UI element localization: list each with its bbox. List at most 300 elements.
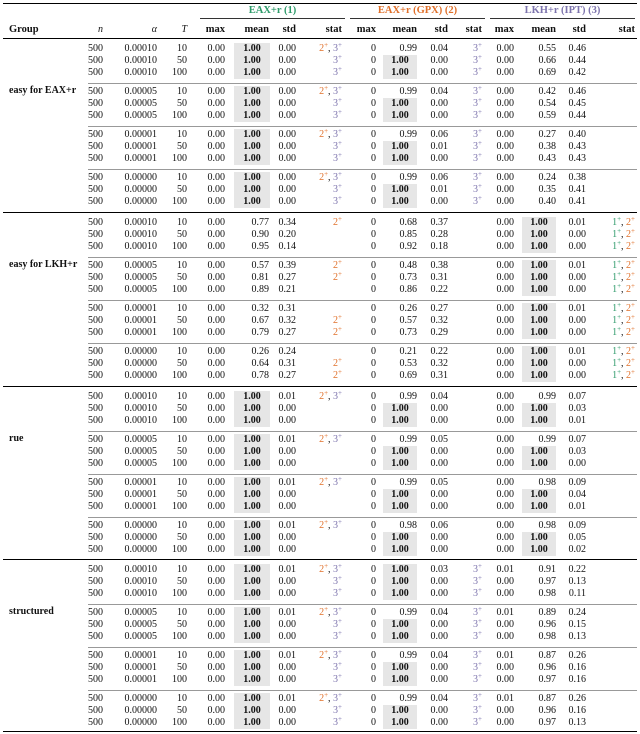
cell-mean: 0.24 — [538, 172, 556, 183]
cell-stat — [300, 674, 342, 686]
cell-n: 500 — [88, 520, 103, 531]
cell-mean: 1.00 — [383, 141, 417, 153]
cell-mean: 0.69 — [538, 67, 556, 78]
cell-mean: 0.96 — [538, 705, 556, 716]
cell-mean: 0.97 — [538, 674, 556, 685]
cell-n: 500 — [88, 415, 103, 426]
cell-T: 100 — [172, 544, 187, 555]
cell-max: 0 — [371, 588, 376, 599]
cell-mean: 1.00 — [383, 544, 417, 556]
cell-n: 500 — [88, 67, 103, 78]
cell-max: 0 — [371, 631, 376, 642]
cell-std: 0.00 — [278, 705, 296, 716]
cell-max: 0 — [371, 458, 376, 469]
cell-std: 0.06 — [430, 172, 448, 183]
cell-mean: 1.00 — [383, 619, 417, 631]
cell-std: 0.32 — [430, 315, 448, 326]
cell-stat — [300, 327, 342, 339]
stat-mark-2: 2+ — [319, 127, 329, 140]
cell-std: 0.43 — [568, 153, 586, 164]
cell-max: 0.00 — [496, 662, 514, 673]
cell-mean: 0.53 — [399, 358, 417, 369]
cell-mean: 1.00 — [234, 489, 270, 501]
cell-T: 100 — [172, 67, 187, 78]
cell-mean: 0.42 — [538, 86, 556, 97]
cell-std: 0.00 — [430, 717, 448, 728]
cell-alpha: 0.00005 — [124, 86, 157, 97]
cell-std: 0.05 — [430, 434, 448, 445]
cell-stat — [452, 458, 482, 470]
cell-mean: 0.81 — [251, 272, 269, 283]
cell-max: 0.00 — [207, 631, 225, 642]
stat-mark-3: 3+ — [473, 586, 482, 599]
cell-max: 0.00 — [496, 544, 514, 555]
cell-stat — [452, 477, 482, 489]
cell-mean: 1.00 — [234, 717, 270, 729]
cell-mean: 1.00 — [234, 662, 270, 674]
cell-std: 0.00 — [568, 315, 586, 326]
cell-stat — [568, 532, 635, 544]
cell-alpha: 0.00010 — [124, 67, 157, 78]
cell-stat: 2+, 3+ — [319, 605, 342, 618]
cell-T: 100 — [172, 458, 187, 469]
cell-T: 100 — [172, 717, 187, 728]
cell-mean: 1.00 — [234, 129, 270, 141]
cell-mean: 1.00 — [234, 434, 270, 446]
cell-max: 0.00 — [496, 674, 514, 685]
cell-mean: 1.00 — [522, 489, 556, 501]
cell-stat — [300, 284, 342, 296]
stat-mark-3: 3+ — [333, 586, 342, 599]
block-separator — [88, 126, 637, 127]
cell-mean: 0.99 — [399, 693, 417, 704]
stat-mark-1: 1+ — [612, 368, 622, 381]
cell-stat — [568, 501, 635, 513]
cell-max: 0.00 — [207, 260, 225, 271]
header-T: T — [181, 24, 187, 35]
stat-mark-2: 2+ — [626, 368, 635, 381]
cell-T: 100 — [172, 501, 187, 512]
cell-T: 50 — [177, 619, 187, 630]
cell-max: 0.00 — [207, 434, 225, 445]
cell-max: 0.00 — [207, 141, 225, 152]
cell-stat — [300, 576, 342, 588]
cell-mean: 0.35 — [538, 184, 556, 195]
cell-max: 0 — [371, 43, 376, 54]
cell-mean: 1.00 — [383, 489, 417, 501]
stat-mark-1: 1+ — [612, 301, 622, 314]
stat-mark-3: 3+ — [333, 715, 342, 728]
cell-stat — [300, 229, 342, 241]
cell-stat — [452, 196, 482, 208]
cell-stat — [568, 43, 635, 55]
cell-mean: 1.00 — [234, 172, 270, 184]
cell-stat — [300, 631, 342, 643]
cell-T: 10 — [177, 434, 187, 445]
cell-mean: 0.89 — [251, 284, 269, 295]
cell-max: 0.00 — [496, 98, 514, 109]
cell-mean: 1.00 — [234, 564, 270, 576]
cell-mean: 1.00 — [234, 43, 270, 55]
cell-stat — [452, 327, 482, 339]
cell-max: 0.00 — [496, 370, 514, 381]
cell-max: 0.00 — [496, 358, 514, 369]
cell-stat: 2+, 3+ — [319, 432, 342, 445]
cell-mean: 0.98 — [538, 631, 556, 642]
stat-mark-2: 2+ — [333, 258, 342, 271]
cell-n: 500 — [88, 693, 103, 704]
cell-max: 0.00 — [207, 358, 225, 369]
cell-stat — [568, 607, 635, 619]
cell-alpha: 0.00005 — [124, 284, 157, 295]
cell-stat — [452, 153, 482, 165]
header-n: n — [98, 24, 103, 35]
stat-mark-1: 1+ — [612, 356, 622, 369]
cell-stat — [452, 284, 482, 296]
cell-std: 0.01 — [430, 141, 448, 152]
cell-stat — [568, 619, 635, 631]
stat-mark-3: 3+ — [473, 605, 482, 618]
cell-max: 0.00 — [207, 346, 225, 357]
group-label: easy for LKH+r — [9, 259, 78, 270]
cell-alpha: 0.00005 — [124, 458, 157, 469]
cell-stat — [452, 358, 482, 370]
cell-max: 0 — [371, 141, 376, 152]
cell-max: 0.00 — [207, 98, 225, 109]
cell-mean: 1.00 — [234, 86, 270, 98]
cell-T: 100 — [172, 241, 187, 252]
cmidrule-3 — [490, 18, 635, 19]
cell-n: 500 — [88, 588, 103, 599]
cell-std: 0.00 — [430, 532, 448, 543]
cell-n: 500 — [88, 501, 103, 512]
cell-max: 0.00 — [496, 67, 514, 78]
cell-mean: 1.00 — [234, 415, 270, 427]
cell-std: 0.05 — [430, 477, 448, 488]
cell-stat — [568, 67, 635, 79]
cell-max: 0 — [371, 662, 376, 673]
subheader-mean: mean — [531, 24, 556, 35]
cell-mean: 0.99 — [538, 391, 556, 402]
stat-mark-3: 3+ — [473, 660, 482, 673]
cell-max: 0.00 — [207, 55, 225, 66]
cell-n: 500 — [88, 434, 103, 445]
subheader-max: max — [356, 24, 376, 35]
header-alpha: α — [151, 24, 157, 35]
cell-max: 0.00 — [496, 717, 514, 728]
cell-stat: 1+, 2+ — [612, 325, 635, 338]
cell-std: 0.16 — [568, 662, 586, 673]
cell-max: 0.00 — [207, 717, 225, 728]
stat-mark-3: 3+ — [333, 41, 342, 54]
cell-std: 0.00 — [568, 370, 586, 381]
cell-mean: 0.99 — [399, 477, 417, 488]
cell-mean: 1.00 — [522, 403, 556, 415]
cell-alpha: 0.00005 — [124, 446, 157, 457]
cell-n: 500 — [88, 315, 103, 326]
cell-max: 0 — [371, 346, 376, 357]
cell-mean: 0.99 — [399, 650, 417, 661]
cell-std: 0.01 — [568, 501, 586, 512]
cell-mean: 0.26 — [399, 303, 417, 314]
stat-mark-2: 2+ — [319, 562, 329, 575]
cell-std: 0.31 — [278, 358, 296, 369]
cell-stat — [300, 501, 342, 513]
cell-std: 0.00 — [430, 446, 448, 457]
cell-max: 0.00 — [496, 110, 514, 121]
cell-mean: 0.98 — [538, 588, 556, 599]
cell-max: 0 — [371, 705, 376, 716]
stat-mark-2: 2+ — [333, 356, 342, 369]
cell-max: 0.00 — [207, 532, 225, 543]
stat-mark-3: 3+ — [333, 182, 342, 195]
cell-std: 0.09 — [568, 520, 586, 531]
cell-std: 0.00 — [430, 501, 448, 512]
cell-n: 500 — [88, 403, 103, 414]
cell-std: 0.46 — [568, 43, 586, 54]
cell-max: 0 — [371, 564, 376, 575]
stat-mark-2: 2+ — [333, 368, 342, 381]
subheader-max: max — [494, 24, 514, 35]
cell-n: 500 — [88, 260, 103, 271]
cell-max: 0 — [371, 446, 376, 457]
stat-mark-2: 2+ — [319, 605, 329, 618]
cell-max: 0.00 — [207, 576, 225, 587]
cell-std: 0.01 — [568, 217, 586, 228]
cell-max: 0.00 — [496, 172, 514, 183]
cell-stat: 1+, 2+ — [612, 368, 635, 381]
cell-max: 0 — [371, 241, 376, 252]
cell-mean: 1.00 — [383, 705, 417, 717]
cell-std: 0.43 — [568, 141, 586, 152]
cell-alpha: 0.00010 — [124, 415, 157, 426]
cell-max: 0 — [371, 260, 376, 271]
cell-T: 10 — [177, 391, 187, 402]
cell-T: 10 — [177, 303, 187, 314]
stat-mark-2: 2+ — [626, 313, 635, 326]
algo-header-3: LKH+r (IPT) (3) — [524, 5, 601, 16]
stat-mark-3: 3+ — [333, 65, 342, 78]
cell-max: 0.00 — [496, 260, 514, 271]
stat-mark-3: 3+ — [333, 151, 342, 164]
cell-stat — [568, 650, 635, 662]
cell-stat — [300, 544, 342, 556]
stat-mark-1: 1+ — [612, 258, 622, 271]
cell-max: 0 — [371, 391, 376, 402]
cell-mean: 1.00 — [234, 520, 270, 532]
cell-max: 0.00 — [207, 446, 225, 457]
cell-max: 0.00 — [207, 315, 225, 326]
cell-alpha: 0.00001 — [124, 153, 157, 164]
cell-mean: 1.00 — [234, 607, 270, 619]
stat-mark-2: 2+ — [626, 227, 635, 240]
cell-stat — [568, 86, 635, 98]
cell-std: 0.04 — [430, 693, 448, 704]
cell-stat — [568, 141, 635, 153]
cell-stat — [452, 217, 482, 229]
cell-std: 0.00 — [568, 272, 586, 283]
cell-std: 0.39 — [278, 260, 296, 271]
stat-mark-2: 2+ — [626, 215, 635, 228]
cell-max: 0.00 — [496, 532, 514, 543]
stat-mark-3: 3+ — [473, 84, 482, 97]
cell-T: 100 — [172, 284, 187, 295]
cell-max: 0.00 — [207, 520, 225, 531]
cell-std: 0.07 — [568, 391, 586, 402]
cell-std: 0.05 — [568, 532, 586, 543]
cell-mean: 1.00 — [522, 303, 556, 315]
cell-std: 0.04 — [430, 607, 448, 618]
cell-n: 500 — [88, 141, 103, 152]
cell-max: 0.00 — [207, 327, 225, 338]
stat-mark-3: 3+ — [333, 629, 342, 642]
cell-max: 0 — [371, 67, 376, 78]
cell-std: 0.00 — [278, 501, 296, 512]
cell-mean: 0.55 — [538, 43, 556, 54]
cell-mean: 1.00 — [522, 358, 556, 370]
subheader-mean: mean — [244, 24, 269, 35]
cell-alpha: 0.00000 — [124, 358, 157, 369]
subheader-std: std — [282, 24, 296, 35]
cell-mean: 1.00 — [383, 588, 417, 600]
cell-std: 0.00 — [278, 184, 296, 195]
cell-n: 500 — [88, 346, 103, 357]
cell-std: 0.01 — [278, 520, 296, 531]
subheader-mean: mean — [392, 24, 417, 35]
cell-max: 0 — [371, 153, 376, 164]
cell-n: 500 — [88, 86, 103, 97]
cell-n: 500 — [88, 631, 103, 642]
cell-std: 0.45 — [568, 98, 586, 109]
cell-max: 0.00 — [496, 501, 514, 512]
cell-max: 0.00 — [496, 43, 514, 54]
cell-stat: 1+, 2+ — [612, 258, 635, 271]
cell-T: 50 — [177, 272, 187, 283]
cell-max: 0.00 — [496, 446, 514, 457]
cell-std: 0.01 — [568, 415, 586, 426]
cell-std: 0.46 — [568, 86, 586, 97]
cell-stat — [568, 446, 635, 458]
cell-T: 10 — [177, 260, 187, 271]
cell-mean: 1.00 — [383, 662, 417, 674]
cell-std: 0.00 — [430, 489, 448, 500]
cell-std: 0.00 — [278, 458, 296, 469]
cell-std: 0.00 — [430, 153, 448, 164]
cell-max: 0.00 — [207, 303, 225, 314]
cell-T: 100 — [172, 674, 187, 685]
cell-mean: 1.00 — [234, 619, 270, 631]
cell-std: 0.00 — [278, 489, 296, 500]
cell-max: 0 — [371, 403, 376, 414]
cell-mean: 1.00 — [383, 446, 417, 458]
cell-std: 0.06 — [430, 520, 448, 531]
cell-mean: 0.91 — [538, 564, 556, 575]
cell-n: 500 — [88, 184, 103, 195]
cell-stat: 2+, 3+ — [319, 648, 342, 661]
cell-mean: 1.00 — [522, 501, 556, 513]
stat-mark-2: 2+ — [333, 313, 342, 326]
cell-alpha: 0.00001 — [124, 662, 157, 673]
cell-stat: 1+, 2+ — [612, 301, 635, 314]
cell-std: 0.00 — [568, 458, 586, 469]
cell-stat — [452, 315, 482, 327]
cell-stat — [568, 391, 635, 403]
subheader-std: std — [434, 24, 448, 35]
cell-std: 0.21 — [278, 284, 296, 295]
cell-max: 0 — [371, 110, 376, 121]
cell-stat — [300, 303, 342, 315]
cell-max: 0 — [371, 172, 376, 183]
cell-stat — [452, 272, 482, 284]
cell-mean: 1.00 — [234, 588, 270, 600]
cell-stat — [568, 576, 635, 588]
cell-alpha: 0.00000 — [124, 196, 157, 207]
cell-mean: 0.87 — [538, 693, 556, 704]
cell-std: 0.04 — [568, 489, 586, 500]
stat-mark-3: 3+ — [473, 703, 482, 716]
cell-stat — [300, 260, 342, 272]
cell-max: 0 — [371, 532, 376, 543]
cell-stat: 1+, 2+ — [612, 270, 635, 283]
cell-stat: 2+, 3+ — [319, 562, 342, 575]
cell-max: 0 — [371, 717, 376, 728]
group-rule — [3, 212, 637, 213]
cell-std: 0.03 — [430, 564, 448, 575]
cell-max: 0.01 — [496, 693, 514, 704]
cell-n: 500 — [88, 98, 103, 109]
cell-std: 0.38 — [430, 260, 448, 271]
cell-std: 0.27 — [278, 327, 296, 338]
cell-stat — [568, 434, 635, 446]
cell-max: 0.00 — [207, 196, 225, 207]
cell-stat — [568, 415, 635, 427]
stat-mark-3: 3+ — [473, 574, 482, 587]
cell-mean: 0.99 — [399, 434, 417, 445]
cell-mean: 1.00 — [234, 196, 270, 208]
cell-std: 0.28 — [430, 229, 448, 240]
block-separator — [88, 647, 637, 648]
cell-stat — [300, 458, 342, 470]
cell-stat — [568, 631, 635, 643]
cell-T: 100 — [172, 110, 187, 121]
cell-max: 0.00 — [207, 619, 225, 630]
cell-mean: 0.69 — [399, 370, 417, 381]
cell-stat: 1+, 2+ — [612, 215, 635, 228]
cell-mean: 0.96 — [538, 619, 556, 630]
cell-mean: 0.78 — [251, 370, 269, 381]
cell-stat — [300, 346, 342, 358]
cell-max: 0.00 — [207, 662, 225, 673]
cell-max: 0 — [371, 272, 376, 283]
cell-stat: 1+, 2+ — [612, 356, 635, 369]
stat-mark-3: 3+ — [333, 574, 342, 587]
stat-mark-2: 2+ — [626, 301, 635, 314]
cell-stat: 1+, 2+ — [612, 313, 635, 326]
cell-stat — [568, 184, 635, 196]
cell-n: 500 — [88, 370, 103, 381]
cell-std: 0.00 — [278, 196, 296, 207]
cell-max: 0.00 — [496, 576, 514, 587]
cell-alpha: 0.00000 — [124, 544, 157, 555]
cell-T: 50 — [177, 446, 187, 457]
cell-std: 0.00 — [430, 544, 448, 555]
stat-mark-3: 3+ — [333, 518, 342, 531]
cell-stat — [452, 588, 482, 600]
cell-mean: 1.00 — [383, 532, 417, 544]
cell-max: 0.00 — [496, 588, 514, 599]
stat-mark-2: 2+ — [626, 239, 635, 252]
cell-stat — [452, 674, 482, 686]
